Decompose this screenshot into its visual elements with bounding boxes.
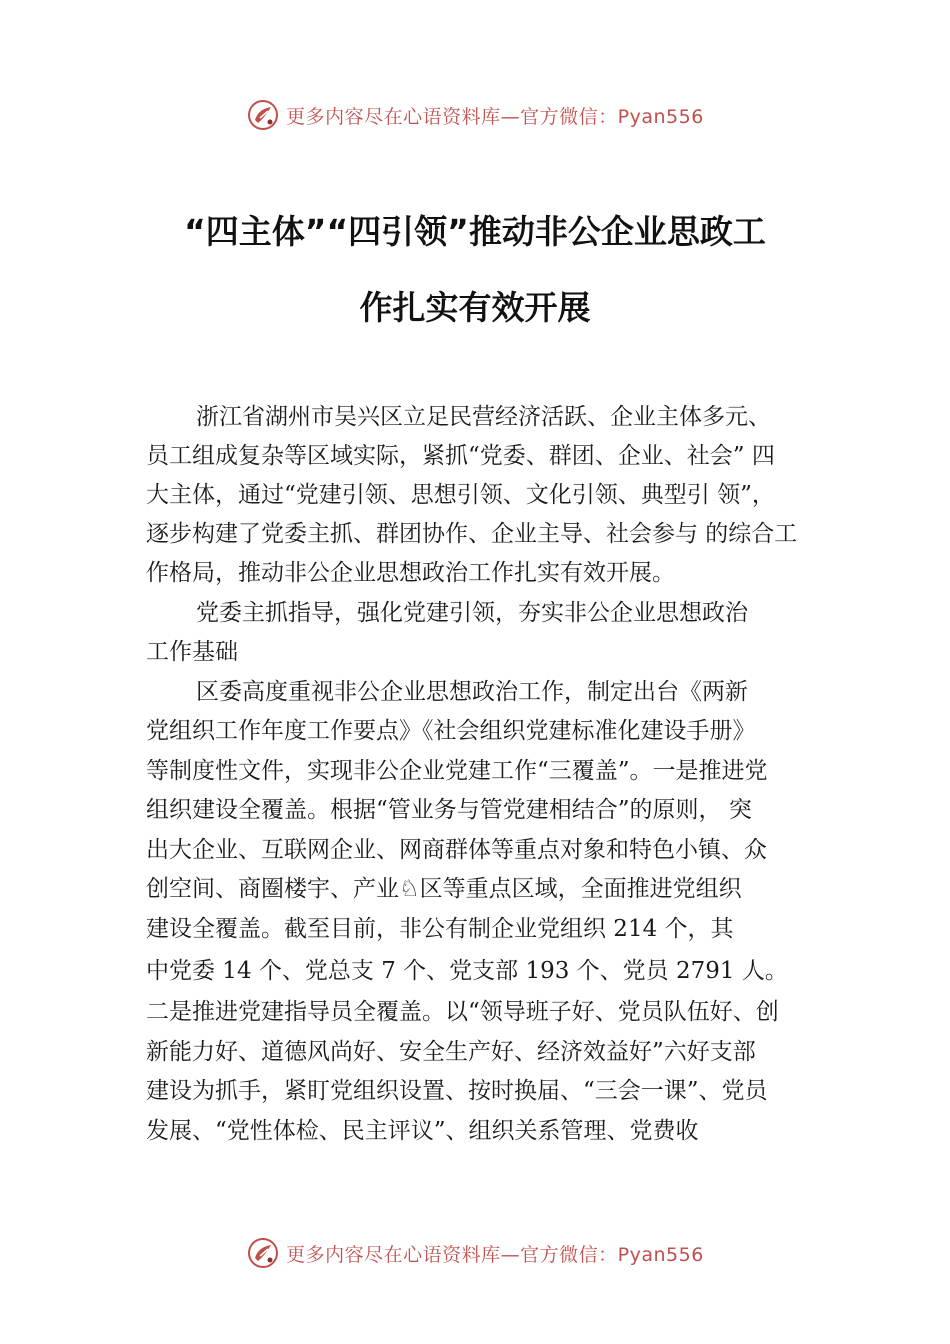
watermark-text: 更多内容尽在心语资料库—官方微信：Pyan556 — [286, 105, 704, 128]
body-line: 党组织工作年度工作要点》《社会组织党建标准化建设手册》 — [146, 718, 756, 744]
body-line: 创空间、商圈楼宇、产业♘区等重点区域，全面推进党组织 — [146, 876, 742, 902]
document-title-line-2: 作扎实有效开展 — [359, 288, 591, 327]
body-line: 浙江省湖州市吴兴区立足民营经济活跃、企业主体多元、 — [196, 404, 771, 430]
body-line: 作格局，推动非公企业思想政治工作扎实有效开展。 — [146, 560, 675, 586]
document-title-line-1: “四主体”“四引领”推动非公企业思政工 — [184, 212, 766, 251]
footer-watermark — [0, 1233, 950, 1273]
body-line: 建设为抓手，紧盯党组织设置、按时换届、“三会一课”、党员 — [146, 1078, 768, 1104]
seal-logo-icon — [246, 1236, 280, 1270]
body-line: 新能力好、道德风尚好、安全生产好、经济效益好”六好支部 — [146, 1039, 756, 1065]
header-watermark — [0, 95, 950, 135]
body-line: 逐步构建了党委主抓、群团协作、企业主导、社会参与 的综合工 — [146, 521, 798, 547]
section-heading: 工作基础 — [146, 639, 238, 665]
body-line: 区委高度重视非公企业思想政治工作，制定出台《两新 — [196, 679, 748, 705]
section-heading: 党委主抓指导，强化党建引领，夯实非公企业思想政治 — [196, 600, 748, 626]
body-line: 大主体，通过“党建引领、思想引领、文化引领、典型引 领”， — [146, 482, 775, 508]
body-line: 等制度性文件，实现非公企业党建工作“三覆盖”。一是推进党 — [146, 758, 768, 784]
watermark-text: 更多内容尽在心语资料库—官方微信：Pyan556 — [286, 1243, 704, 1266]
body-line: 发展、“党性体检、民主评议”、组织关系管理、党费收 — [146, 1118, 699, 1144]
body-line: 建设全覆盖。截至目前，非公有制企业党组织 214 个，其 — [146, 916, 734, 942]
body-line: 组织建设全覆盖。根据“管业务与管党建相结合”的原则， 突 — [146, 797, 752, 823]
body-line: 中党委 14 个、党总支 7 个、党支部 193 个、党员 2791 人。 — [146, 958, 788, 984]
body-line: 员工组成复杂等区域实际，紧抓“党委、群团、企业、社会” 四 — [146, 443, 775, 469]
seal-logo-icon — [246, 98, 280, 132]
body-line: 出大企业、互联网企业、网商群体等重点对象和特色小镇、众 — [146, 837, 767, 863]
body-line: 二是推进党建指导员全覆盖。以“领导班子好、党员队伍好、创 — [146, 999, 779, 1025]
